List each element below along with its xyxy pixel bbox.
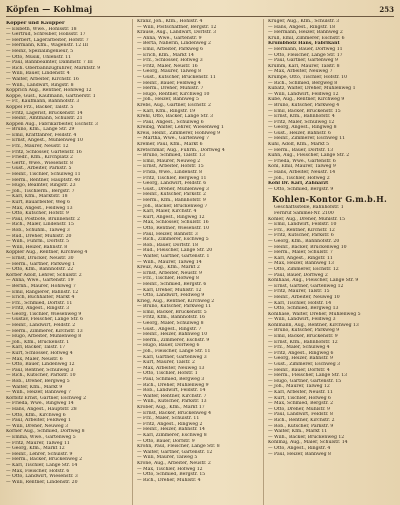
directory-entry: — Paul, Arbeiter, Feldweg 1 <box>6 418 71 424</box>
directory-entry: — Walter, Gärtner, Gartenstr. 1 <box>137 253 210 259</box>
directory-entry: — Joh., Maurer, Talweg 12 <box>268 384 330 390</box>
directory-entry: — Otto, Bauer, Dorfstr. 9 <box>137 438 195 444</box>
directory-entry: — Max, Schlosser, Schulstr. 16 <box>137 220 209 226</box>
directory-entry: — Heinr., Schmied, Bergstr. 6 <box>137 281 207 287</box>
directory-entry: — Fritz, Angest., Ringweg 6 <box>268 350 334 356</box>
directory-entry: — Frida, Wwe., Lindenstr. 8 <box>137 170 203 176</box>
directory-entry: — Hermann, Heizer, Bahnweg 2 <box>268 30 343 36</box>
directory-entry: — Fritz, Angest., Ringweg 2 <box>137 421 203 427</box>
directory-entry: — Paul, Angest., Schulweg 6 <box>137 119 204 125</box>
directory-entry: — Walter, Arbeiter, Kirchstr. 16 <box>6 76 79 82</box>
directory-entry: — Bruno, Kutscher, Parkweg 11 <box>137 304 212 310</box>
directory-entry: — Bruno, Schmied, Talstr. 13 <box>137 153 205 159</box>
directory-entry: — Walter, Kfm., Markt 9 <box>6 384 63 390</box>
directory-entry: Krebs, Aug., Gärtner, Eschstr. 2 <box>137 102 211 108</box>
directory-column-2 <box>137 19 264 505</box>
directory-entry: — Paul, Schmied, Bergweg 3 <box>137 377 205 382</box>
directory-entry: — Willi, Maurer, Talweg 5 <box>137 455 198 461</box>
directory-entry: — Willi, Heizer, Bahnstr. 8 <box>6 244 68 250</box>
directory-entry: Köppel Frz., Bäcker, Talstr. 5 <box>6 104 74 110</box>
directory-entry: — Fritz, Maurer, Talweg 11 <box>6 440 70 446</box>
directory-entry: — Otto, Angest., Ringstr. 4 <box>268 445 331 451</box>
directory-entry: — Joh., Fleischer, Lange Str. 11 <box>137 349 211 355</box>
directory-entry: Krause, Aug., Landwirt, Dorfstr. 3 <box>137 30 217 36</box>
directory-entry: — Gust., Arbeiter, Parkstr. 5 <box>6 166 72 172</box>
directory-entry: — Herm., Zimmerer, Kirchstr. 13 <box>6 328 83 334</box>
directory-entry: — Frz., Schlosser, Hofweg 3 <box>137 58 203 64</box>
directory-entry: — Rich., Zimmerer, Eschweg 5 <box>137 237 209 243</box>
directory-entry: Kremer, Paul, Kfm., Markt 6 <box>137 142 203 148</box>
directory-entry: — Heinr., Zimmerer, Eschweg 11 <box>268 136 346 142</box>
directory-entry: — Heinr., Amtmann, Schulstr. 21 <box>6 116 83 122</box>
directory-entry: — Hans, Angest., Hauptstr. 28 <box>6 406 77 412</box>
directory-entry: — Erich, Buchhalter, Markt 4 <box>6 295 75 301</box>
directory-entry: — Kurt, Schlosser, Hofweg 4 <box>6 351 73 357</box>
directory-entry: Köppler Aug., Rentner, Kirchweg 4 <box>6 250 88 256</box>
directory-entry: Krone, Aug., Arbeiter, Neustr. 2 <box>137 460 211 466</box>
directory-entry: — Rich. Oberbahnzugführer, Marktstr. 9 <box>6 65 101 71</box>
directory-entry: Körber Adolf, Lehrer, Schulstr. 2 <box>6 272 82 278</box>
directory-entry: — Frz., Maurer, Neustr. 12 <box>6 144 69 150</box>
directory-entry: Köppen Aug., Fabrikarbeiter, Eschstr. 3 <box>6 121 98 127</box>
directory-entry: — Max, Heizer, Bahnweg 13 <box>268 261 334 267</box>
directory-entry: — Georg, Kfm., Markt 12 <box>6 446 65 452</box>
directory-entry: — Herm., Maler, Schulstr. 7 <box>268 250 333 256</box>
directory-entry: — Georg, Maurer, Talweg 8 <box>137 69 202 75</box>
directory-entry: — Herm., Bauer, Dorfstr. 13 <box>268 147 334 153</box>
directory-entry: — Paul, Heizer, Bahnstr. 3 <box>137 231 198 237</box>
directory-entry: — Emil, Kraftfahrer, Feldstr. 4 <box>6 132 77 138</box>
directory-entry: — Heinr., Kutscher, Parkstr. 2 <box>137 192 206 198</box>
directory-entry: Krumbholz Hans, Fabrikant <box>268 41 340 47</box>
directory-entry: — Wilh., Maurer, Talweg 14 <box>137 259 202 265</box>
directory-entry: Kohl Dr. Karl, Zahnarzt <box>268 181 329 187</box>
directory-entry: — Bruno, Kfm., Lange Str. 29 <box>6 127 75 133</box>
directory-entry: — Georg, Tischler, Wiesenweg 9 <box>6 311 82 317</box>
directory-entry: — Heinr., Heizer, Bahnstr. 14 <box>137 427 205 433</box>
directory-entry: — Hugo, Rentner, Kirchweg 10 <box>137 91 210 97</box>
directory-entry: — Hugo, Gärtner, Gartenstr. 15 <box>268 378 342 384</box>
directory-entry: — Heinr., Bauer, Dorfstr. 4 <box>268 367 330 373</box>
directory-entry: — Otto, Landwirt, Wiesenstr. 3 <box>6 474 78 480</box>
directory-entry: — Ernst, Bäcker, Brückenweg 4 <box>137 410 212 416</box>
directory-entry: Kohl, Emil, Maurer, Talweg 9 <box>268 164 336 170</box>
directory-entry: — Martha, Wwe., Gartenweg 7 <box>137 136 210 142</box>
directory-entry: Köpprich Aug., Rentner, Hohlweg 12 <box>6 88 92 94</box>
directory-entry: — Bruno, Kutscher, Parkweg 4 <box>268 102 340 108</box>
directory-entry: — Joh., Heizer, Bahnweg 5 <box>137 97 199 103</box>
directory-entry: — Ernst, Angest., Mühlenweg 10 <box>6 138 83 144</box>
directory-entry: — Frz., Maler, Schulweg 4 <box>268 345 330 351</box>
directory-entry: — Otto, Rentner, Wiesenstr. 10 <box>137 225 209 231</box>
directory-entry: Kohlmaj, Aug., Maler, Schulstr. 14 <box>268 440 348 446</box>
directory-entry: — Rob., Schuhm., Talweg 3 <box>6 227 70 233</box>
directory-entry: — Joh., Kfm., Brückenstr. 1 <box>6 339 70 345</box>
directory-entry: — Fritz, Angest., Ringstr. 3 <box>6 306 70 312</box>
directory-entry: — Gust., Zimmerer, Eschweg 3 <box>268 362 341 368</box>
directory-entry: Kreis, Heinr., Zimmerer, Hohlweg 9 <box>137 130 221 136</box>
directory-entry: — Ernst, Kfm., Bahnhofstr. 12 <box>268 339 338 345</box>
directory-entry: — Hugo, Arbeiter, Mühlenweg 8 <box>6 334 82 340</box>
directory-entry: — Max, Tischler, Hofweg 12 <box>137 466 203 472</box>
page-header <box>6 4 394 17</box>
directory-entry: — Otto, Kutscher, Hofstr. 9 <box>6 211 69 217</box>
directory-entry: — Gust., Dreher, Mühlenweg 3 <box>137 186 209 192</box>
directory-entry: — Walter, Rentner, Kirchstr. 7 <box>137 393 207 399</box>
directory-entry: — Paul, Bahnbeamter, Dammstr. 7 III <box>6 60 93 66</box>
directory-entry: — Willi, Bauer, Lindenstr. 4 <box>6 71 70 77</box>
directory-entry: — Karl, Arbeiter, Neustr. 11 <box>268 390 333 395</box>
directory-entry: — Karl, Angest., Ringstr. 11 <box>268 255 333 261</box>
directory-entry: — Rud., Fleischer, Lange Str. 20 <box>137 248 213 254</box>
directory-entry: — Otto, Musik, Uhlenstr. 11 <box>6 54 72 60</box>
directory-entry: — Wilh., Fuhrm., Dorfstr. 5 <box>6 239 70 245</box>
directory-entry: — Kurt, Maurer, Talstr. 2 <box>137 360 195 366</box>
directory-entry: Fernruf Sammel-Nr. 2100 <box>274 211 334 216</box>
directory-entry: — Rob., Kutscher, Parkstr. 9 <box>268 423 334 429</box>
directory-entry: Kreuz, Aug., Kfm., Markt 2 <box>137 265 200 271</box>
directory-entry: — Georg, Kfm., Bahnhofstr. 20 <box>268 238 340 244</box>
directory-entry: — Kurt, Angest., Ringweg 12 <box>137 214 205 220</box>
directory-entry: — Otto, Zimmerer, Eschstr. 12 <box>268 266 339 272</box>
directory-entry: — Karl, Bäcker, Talstr. 17 <box>6 345 66 351</box>
directory-entry: — Fr., Kaufmann, Bahnhofstr. 3 <box>6 99 80 105</box>
directory-entry: — Willi, Dreher, Neuweg 3 <box>6 423 69 429</box>
directory-entry: — Max, Maler, Neustr. 6 <box>6 356 63 362</box>
directory-entry: — Max, Arbeiter, Neuweg 13 <box>137 365 205 371</box>
directory-entry: Geschäftsstelle, Bahnhofstr. 1 <box>274 205 344 211</box>
directory-entry: — Emil, Maurer, Neuweg 2 <box>137 158 201 164</box>
directory-entry: — Emil, Bäcker, Brückenstr. 9 <box>268 334 338 340</box>
directory-entry: — Rob., Landwirt, Feldstr. 14 <box>137 388 206 394</box>
directory-entry: — Herm., Kfm., Bahnhofstr. 9 <box>137 198 206 203</box>
directory-entry: — Heinr., Tischler, Schulweg 11 <box>6 172 81 178</box>
directory-entry: Körbitz Ernst, Gärtner, Eschweg 2 <box>6 395 86 401</box>
directory-entry: — Ernst, Gärtner, Gartenweg 12 <box>268 283 344 289</box>
directory-entry: — Hugo, Beamter, Ringstr. 23 <box>6 183 76 189</box>
directory-entry: — Paul, Gärtner, Gartenweg 9 <box>268 58 338 64</box>
directory-entry: — Rich., Schmied, Bergweg 8 <box>268 80 338 86</box>
directory-entry: — Anna, Wwe., Gartenstr. 19 <box>6 278 74 284</box>
directory-entry: — Hermann, Bauer, Dorfweg 11 <box>268 46 343 52</box>
directory-entry: — Fritz, Lagerist, Brückenstr. 14 <box>6 110 83 116</box>
directory-entry: — Emil, Arbeiter, Parkweg 6 <box>137 46 204 52</box>
directory-entry: Krull, Emil, Zimmerer, Eschstr. 6 <box>268 35 345 41</box>
directory-entry: — Frz., Tischler, Hofweg 8 <box>137 276 199 282</box>
directory-entry: — Fritz, Tischler, Bergweg 11 <box>137 175 207 181</box>
directory-entry: — Fritz, Maurer, Talstr. 15 <box>268 289 330 295</box>
directory-entry: Kohler, Aug., Dreher, Mühlstr. 15 <box>268 216 346 222</box>
directory-entry: — Heinr., Bäcker, Brückenweg 10 <box>268 244 347 250</box>
directory-entry: Kubatz, Walter, Dreher, Mühlenweg 1 <box>268 86 356 92</box>
directory-entry: — Ernst, Arbeiter, Neustr. 9 <box>137 270 202 276</box>
directory-entry: — Otto, Kfm., Bahnhofstr. 22 <box>6 267 74 273</box>
directory-entry: — Karl, Kfm., Ringstr. 19 <box>137 108 196 114</box>
directory-entry: — Max, Arbeiter, Neuweg 7 <box>268 69 333 75</box>
directory-entry: — Rob., Dreher, Bergweg 5 <box>6 379 70 384</box>
directory-entry: — Kurt, Bauarbeiter, Weg 6 <box>6 200 71 205</box>
page-number: 253 <box>379 5 394 14</box>
directory-entry: — Bernh., Maurer, Hohlweg 7 <box>6 283 76 289</box>
directory-entry: Kuhl, Adolf, Kfm., Markt 5 <box>268 142 330 148</box>
directory-entry: — Heinr., Lehrer, Schulstr. 9 <box>6 451 73 457</box>
directory-entry: — Emil, Bäcker, Brückenstr. 5 <box>137 309 207 315</box>
directory-entry: — Otto, Landwirt, Feldweg 9 <box>137 293 205 299</box>
directory-entry: — Ernst, Arbeiter, Hofstr. 15 <box>137 164 204 170</box>
directory-entry: — Rich., Dreher, Mühlenweg 9 <box>137 382 209 388</box>
page-title: Köpfen — Kohlmaj <box>6 4 93 14</box>
directory-entry: — Rich., Maler, Lindenstr. 15 <box>6 222 74 228</box>
directory-entry: — Otto, Fleischer, Lange Str. 17 <box>268 52 343 58</box>
directory-entry: — Herm., Bäcker, Brückenweg 2 <box>6 457 83 463</box>
directory-entry: — Max, Angest., Feldweg 13 <box>6 205 73 211</box>
directory-entry: — Friedr., Kfm., Kirchplatz 2 <box>6 155 73 161</box>
directory-entry: — Otto, Dreher, Mühlstr. 9 <box>268 406 330 412</box>
directory-entry: — Otto, Tischler, Hofstr. 1 <box>137 371 198 377</box>
directory-entry: — Ernst, Kfm., Bahnhofstr. 4 <box>268 114 335 120</box>
directory-entry: — Fritz, Maler, Neustr. 16 <box>137 63 198 69</box>
directory-entry: — Wilh., Heizer, Bahnweg 7 <box>6 390 71 396</box>
directory-entry: — Heinr., Landwirt, Feldstr. 2 <box>6 323 76 329</box>
directory-entry: — Emma, Wwe., Gartenweg 5 <box>6 434 76 440</box>
directory-entry: Kühn, Aug., Fleischer, Lange Str. 2 <box>268 153 350 159</box>
directory-entry: — Georg, Heizer, Bahnstr. 9 <box>268 356 333 362</box>
directory-entry: — Karl, Maler, Kirchstr. 4 <box>137 209 197 215</box>
directory-entry: — Gust., Heizer, Bahnstr. 6 <box>268 130 331 136</box>
directory-entry: — Karl, Zimmerer, Eschweg 8 <box>137 432 207 438</box>
directory-entry: — Fritz, Schlosser, Gartenstr. 16 <box>6 149 82 155</box>
directory-entry: — Heinr., Heizer, Bahnweg 10 <box>137 332 208 338</box>
directory-entry: — Paul, Landwirt, Feldstr. 8 <box>268 412 333 418</box>
directory-entry: — Herbert, Lagerarbeiter, Hofstr. 7 <box>6 37 89 43</box>
directory-entry: — Willi, Landwirt, Feldweg 12 <box>268 91 339 97</box>
directory-entry: Kohlmann, Aug., Rentner, Kirchweg 13 <box>268 322 359 328</box>
directory-entry: Kretschmar, Aug., Fuhrm., Dorfweg 4 <box>137 147 225 153</box>
directory-entry: — Paul, Bauer, Dorfweg 2 <box>268 272 328 278</box>
directory-entry: — Karl, Tischler, Hofstr. 14 <box>268 300 332 306</box>
directory-entry: — Willi, Rentner, Lindenstr. 20 <box>6 479 78 485</box>
directory-entry: — Gust., Angest., Ringstr. 7 <box>137 326 202 332</box>
directory-entry: Krieg, Aug., Rentner, Kirchweg 2 <box>137 298 215 304</box>
advertisement-heading: Kohlen-Kontor G.m.b.H. <box>271 194 388 205</box>
directory-entry: — Walter, Kfm., Markt 11 <box>268 429 328 435</box>
directory-entry: — Fritz, Maler, Schulweg 12 <box>268 119 335 125</box>
directory-columns <box>6 19 394 505</box>
directory-entry: Körner Aug., Schmied, Dorfweg 8 <box>6 429 85 435</box>
directory-entry: — Heinr., Bauer, Feldweg 4 <box>137 80 201 86</box>
directory-entry: — Frz., Maler, Schulstr. 11 <box>137 416 200 422</box>
directory-entry: — Fritz, Kfm., Bahnhofstr. 16 <box>137 315 206 321</box>
directory-entry: — Herm., Gärtner, Parkweg 1 <box>6 261 76 267</box>
directory-entry: — Rich., Rentner, Kirchstr. 2 <box>268 417 335 423</box>
directory-entry: — Erich, Kfm., Markt 14 <box>137 52 194 58</box>
directory-entry: — Paul, Postbote, Brunnenstr. 2 <box>6 216 80 222</box>
directory-entry: Köppe, Gust., Kaufmann, Gärtnerstr. 1 <box>6 93 96 99</box>
directory-entry: — Herm., Rentner, Hauptstr. 40 <box>6 177 81 183</box>
directory-entry: — Willi, Postschaffner, Bergstr. 12 <box>137 24 217 30</box>
directory-entry: — Kurt, Tischler, Hofweg 6 <box>268 395 331 401</box>
directory-entry: Kreibig, Walter, Lehrer, Wiesenweg 1 <box>137 125 224 131</box>
directory-entry: Kohlhaas, Aug., Fleischer, Lange Str. 9 <box>268 278 359 284</box>
directory-entry: — Emil, Bäcker, Brückenstr. 15 <box>268 108 341 114</box>
directory-entry: — Rich., Dreher, Mühlstr. 4 <box>137 477 201 483</box>
directory-entry: Krehl, Otto, Bäcker, Lange Str. 3 <box>137 114 214 120</box>
directory-entry: — Wilh., Kutscher, Parkstr. 13 <box>137 399 207 405</box>
directory-entry: — Wilh., Landwirt, Ringstr. 8 <box>6 82 74 88</box>
directory-entry: — Emil, Landwirt, Feldstr. 10 <box>268 222 337 228</box>
directory-entry: — Paul, Rentner, Schulweg 3 <box>6 367 74 373</box>
directory-entry: — Hans, Arbeiter, Neustr. 14 <box>268 170 336 176</box>
directory-entry: — Karl, Tischler, Lange Str. 14 <box>6 462 78 468</box>
directory-entry: — Anna, Wwe., Gartenstr. 9 <box>137 35 202 41</box>
directory-entry: — Herm., Fleischer, Lange Str. 13 <box>268 373 348 379</box>
directory-entry: Krumpe, Otto, Tischler, Hofstr. 10 <box>268 74 348 80</box>
directory-entry: Krüger, Aug., Kfm., Schulstr. 3 <box>268 19 340 24</box>
directory-entry: — Gertrud, Schreiber, Hollsstr. 17 <box>6 32 86 38</box>
directory-entry: — Heinz, Spezialingenieur, 5 <box>6 48 74 54</box>
directory-entry: — Hans, Angest., Ringstr. 18 <box>268 24 336 30</box>
directory-entry: — Gertr., Wwe., Wiesenstr. 8 <box>6 160 73 166</box>
directory-entry: Kröber, Aug., Kfm., Markt 17 <box>137 404 205 410</box>
directory-entry: — Paul, Heizer, Bahnweg 8 <box>268 451 331 457</box>
directory-entry: — Joh., Tischler, Hofweg 2 <box>268 175 330 181</box>
directory-entry: — Elsbeth, Wwe., Hohlsstr. 18 <box>6 26 77 32</box>
directory-entry: — Max, Fleischer, Hofstr. 6 <box>6 468 70 474</box>
directory-entry: — Otto, Kfm., Kirchweg 6 <box>6 412 66 418</box>
directory-entry: — Rich., Kutscher, Parkstr. 10 <box>6 373 76 379</box>
directory-entry: Kranz, Joh., Kfm., Hohlstr. 4 <box>137 19 203 24</box>
directory-entry: — Frieda, Wwe., Ringweg 14 <box>6 401 74 407</box>
directory-entry: — Joh., Bäcker, Brückenweg 7 <box>137 203 208 209</box>
directory-entry: — Fritz, Kutscher, Parkstr. 6 <box>268 233 334 239</box>
directory-entry: — Emil, Rangierer, Bahnstr. 12 <box>6 289 79 295</box>
directory-entry: Köpper und Kaupper <box>6 21 65 26</box>
directory-column-3 <box>268 19 394 505</box>
directory-entry: — Herm., Zimmerer, Eschstr. 9 <box>137 337 210 343</box>
directory-entry: — Herm., Dreher, Mühlstr. 7 <box>137 86 204 92</box>
directory-entry: — Frz., Schmied, Dorfstr. 11 <box>6 300 73 306</box>
directory-entry: — Heinr., Arbeiter, Neuweg 10 <box>268 294 340 300</box>
directory-entry: — Otto, Schmied, Bergweg 13 <box>268 306 339 312</box>
directory-entry: — Hugo, Bauer, Dorfweg 6 <box>137 343 200 349</box>
directory-entry: — Karl, Gärtner, Gartenweg 3 <box>137 354 207 360</box>
directory-entry: — Gustav, Fleischer, Lange Str. 6 <box>6 317 84 323</box>
directory-entry: — Hermann, Kfm., Wagenstr. 12 III <box>6 43 89 49</box>
directory-entry: — Ernst, Drucker, Neustr. 30 <box>6 255 74 261</box>
directory-entry: — Karl, Dreher, Mühlstr. 12 <box>137 287 202 293</box>
directory-entry: Krohn, Paul, Fleischer, Lange Str. 8 <box>137 444 220 450</box>
directory-entry: — Max, Schmied, Bergstr. 2 <box>268 401 334 407</box>
directory-entry: — Gust., Kutscher, Brückenstr. 11 <box>137 74 216 80</box>
directory-entry: — Otto, Schmied, Bergstr. 15 <box>137 472 206 478</box>
directory-entry: — Otto, Schmied, Bergstr. 9 <box>268 186 334 192</box>
directory-entry: — Karl, Kfm., Marktstr. 18 <box>6 194 68 200</box>
directory-entry: — Walter, Gärtner, Gartenstr. 12 <box>137 449 213 455</box>
directory-entry: — Wilh., Bäcker, Brückenweg 12 <box>268 434 345 440</box>
directory-entry: — Bruno, Kutscher, Parkweg 9 <box>268 328 340 334</box>
directory-entry: — Georg, Maler, Schulweg 8 <box>137 321 204 327</box>
directory-entry: — Frieda, Wwe., Gartenstr. 6 <box>268 158 336 164</box>
directory-entry: Krumm, Karl, Maurer, Talstr. 8 <box>268 63 340 69</box>
directory-column-1 <box>6 19 133 505</box>
directory-entry: — Rob., Bauer, Dorfstr. 18 <box>137 242 199 248</box>
directory-entry: Kohlhase, Walter, Dreher, Mühlenweg 5 <box>268 311 361 317</box>
directory-entry: Kube, Aug., Rentner, Kirchweg 9 <box>268 97 345 103</box>
directory-entry: — Georg, Angest., Ringweg 8 <box>268 125 337 131</box>
directory-entry: — Frz., Rentner, Kirchstr. 12 <box>268 227 335 233</box>
directory-entry: — Rud., Dreher, Mühlstr. 20 <box>6 233 72 239</box>
directory-entry: — Otto, Bauer, Lindenweg 12 <box>6 362 75 368</box>
directory-entry: — Willi, Landwirt, Feldweg 3 <box>268 317 336 323</box>
directory-entry: — Berta, Näherin, Lindenweg 2 <box>137 41 211 47</box>
directory-entry: — Joh., Tischlerm., Bergstr. 7 <box>6 188 75 194</box>
directory-entry: — Georg, Landwirt, Feldstr. 6 <box>137 181 207 187</box>
